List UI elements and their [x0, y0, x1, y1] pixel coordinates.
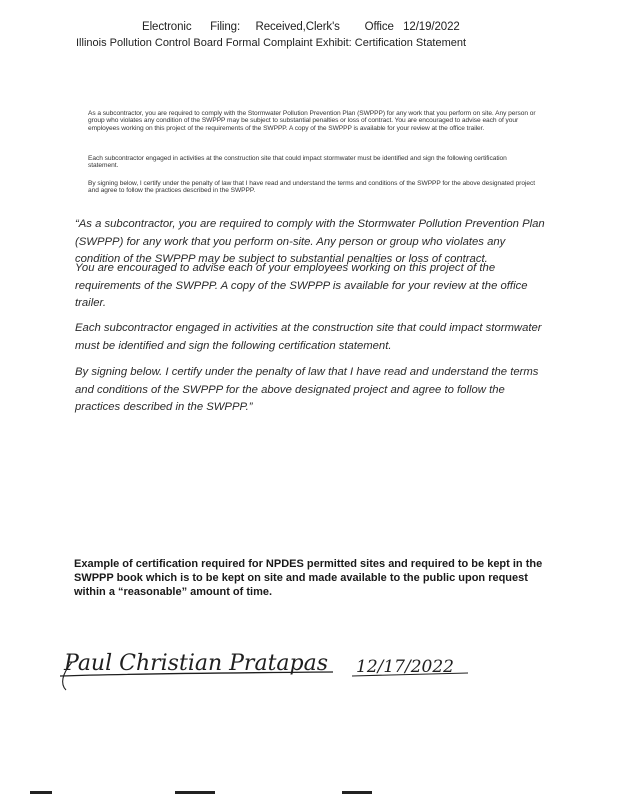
footer-scan-mark [342, 791, 372, 794]
signature-date: 12/17/2022 [356, 657, 454, 677]
signature-block [58, 640, 478, 700]
quote-text: By signing below. I certify under the penalty of law that I have read and understand the terms and conditions of the SWPPP for the above designated project and agree to follow the practices described in the SWPPP.” [75, 366, 539, 414]
example-note: Example of certification required for NPDES permitted sites and required to be kept in the SWPPP book which is to be kept on site and made available to the public upon request within a “reasonable” amount of time. [74, 558, 543, 598]
footer-scan-mark [175, 791, 215, 794]
quote-paragraph-2 [75, 260, 553, 313]
handwritten-signature [58, 640, 478, 700]
scanned-statement-paragraph-3: By signing below, I certify under the penalty of law that I have read and understand the terms and conditions of the SWPPP for the above designated project and agree to follow the practices described in the SWPPP. [88, 180, 536, 195]
scanned-statement-paragraph-2: Each subcontractor engaged in activities at the construction site that could impact stormwater must be identified and sign the following certification statement. [88, 155, 507, 170]
quote-text: “As a subcontractor, you are required to comply with the Stormwater Pollution Prevention Plan (SWPPP) for any work that you perform on-site. Any person or group who violates any condition of the SWPPP may be subject to substantial penalties or loss of contract. [75, 218, 545, 266]
exhibit-title: Illinois Pollution Control Board Formal Complaint Exhibit: Certification Statement [76, 37, 467, 49]
quote-text: You are encouraged to advise each of your employees working on this project of the requirements of the SWPPP. A copy of the SWPPP is available for your review at the office trailer. [75, 262, 528, 310]
quote-paragraph-3 [75, 320, 553, 355]
scanned-statement-paragraph-1: As a subcontractor, you are required to comply with the Stormwater Pollution Prevention Plan (SWPPP) for any work that you perform on site. Any person or group who violates any condition of the SWPPP may be subject to substantial penalties or loss of contract. You are encouraged to advise each of your employees working on this project of the requirements of the SWPPP. A copy of the SWPPP is available for your review at the office trailer. [88, 110, 536, 132]
quote-text: Each subcontractor engaged in activities at the construction site that could impact stormwater must be identified and sign the following certification statement. [75, 322, 542, 352]
signature-name: Paul Christian Pratapas [64, 651, 329, 676]
footer-scan-mark [30, 791, 52, 794]
filing-stamp: Electronic Filing: Received,Clerk's Office 12/19/2022 [142, 21, 460, 33]
quote-paragraph-4 [75, 364, 553, 417]
